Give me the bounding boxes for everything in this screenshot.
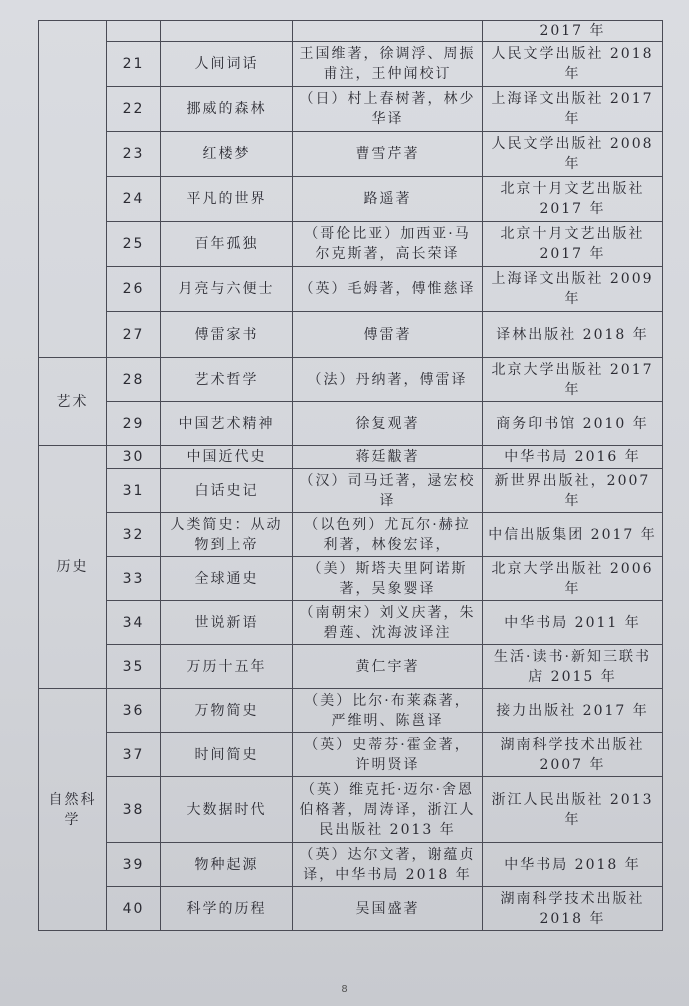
table-row: [39, 469, 663, 513]
row-number: 35: [107, 645, 161, 689]
author-cell: 曹雪芹著: [293, 132, 483, 177]
author-cell: （英）毛姆著，傅惟慈译: [293, 267, 483, 312]
row-number: 21: [107, 42, 161, 87]
row-number: 28: [107, 358, 161, 402]
publisher-cell: 商务印书馆 2010 年: [483, 402, 663, 446]
table-row: [39, 887, 663, 931]
publisher-cell: 湖南科学技术出版社 2018 年: [483, 887, 663, 931]
publisher-cell: 浙江人民出版社 2013 年: [483, 777, 663, 843]
table-row: [39, 132, 663, 177]
publisher-cell: 人民文学出版社 2018 年: [483, 42, 663, 87]
category-cell-history: 历史: [39, 446, 107, 689]
book-title: 科学的历程: [161, 887, 293, 931]
table-row: [39, 843, 663, 887]
publisher-cell: 上海译文出版社 2017 年: [483, 87, 663, 132]
author-cell: 吴国盛著: [293, 887, 483, 931]
publisher-cell: 湖南科学技术出版社 2007 年: [483, 733, 663, 777]
table-row: [39, 601, 663, 645]
book-title: 红楼梦: [161, 132, 293, 177]
author-cell: （美）斯塔夫里阿诺斯著，吴象婴译: [293, 557, 483, 601]
book-title: 全球通史: [161, 557, 293, 601]
book-title: 中国艺术精神: [161, 402, 293, 446]
publisher-cell: 译林出版社 2018 年: [483, 312, 663, 358]
publisher-cell: 北京大学出版社 2006 年: [483, 557, 663, 601]
author-cell: （以色列）尤瓦尔·赫拉利著，林俊宏译，: [293, 513, 483, 557]
book-title: 中国近代史: [161, 446, 293, 469]
author-cell: （美）比尔·布莱森著，严维明、陈邕译: [293, 689, 483, 733]
table-row: [39, 777, 663, 843]
publisher-cell: 上海译文出版社 2009 年: [483, 267, 663, 312]
book-title: 万历十五年: [161, 645, 293, 689]
book-title: 傅雷家书: [161, 312, 293, 358]
author-cell: 徐复观著: [293, 402, 483, 446]
table-row: [39, 733, 663, 777]
publisher-cell: 新世界出版社，2007 年: [483, 469, 663, 513]
book-title: 艺术哲学: [161, 358, 293, 402]
row-number: 39: [107, 843, 161, 887]
book-title: 时间简史: [161, 733, 293, 777]
author-cell: 蒋廷黻著: [293, 446, 483, 469]
table-row: [39, 87, 663, 132]
row-number: 24: [107, 177, 161, 222]
table-row: [39, 513, 663, 557]
table-row: [39, 42, 663, 87]
author-cell: （英）达尔文著，谢蕴贞译，中华书局 2018 年: [293, 843, 483, 887]
table-row: [39, 645, 663, 689]
table-row: [39, 402, 663, 446]
publisher-cell: 接力出版社 2017 年: [483, 689, 663, 733]
table-row: [39, 689, 663, 733]
book-title: 物种起源: [161, 843, 293, 887]
row-number: 23: [107, 132, 161, 177]
row-number: 31: [107, 469, 161, 513]
table-row-continuation: [39, 21, 663, 42]
table-row: [39, 446, 663, 469]
publisher-cell: 中信出版集团 2017 年: [483, 513, 663, 557]
book-title: 平凡的世界: [161, 177, 293, 222]
author-cell: （日）村上春树著，林少华译: [293, 87, 483, 132]
author-cell: （英）维克托·迈尔·舍恩伯格著，周涛译，浙江人民出版社 2013 年: [293, 777, 483, 843]
row-number: 32: [107, 513, 161, 557]
author-cell: 黄仁宇著: [293, 645, 483, 689]
book-title: 百年孤独: [161, 222, 293, 267]
author-cell: （法）丹纳著，傅雷译: [293, 358, 483, 402]
category-cell-continued: [39, 21, 107, 358]
book-title: 月亮与六便士: [161, 267, 293, 312]
row-number: 26: [107, 267, 161, 312]
row-number: 30: [107, 446, 161, 469]
category-cell-science: 自然科学: [39, 689, 107, 931]
publisher-cell: 北京十月文艺出版社 2017 年: [483, 222, 663, 267]
publisher-cell: 北京十月文艺出版社 2017 年: [483, 177, 663, 222]
publisher-cell: 2017 年: [483, 21, 663, 42]
row-number: 37: [107, 733, 161, 777]
publisher-cell: 北京大学出版社 2017 年: [483, 358, 663, 402]
row-number: 33: [107, 557, 161, 601]
table-row: [39, 267, 663, 312]
row-number: 27: [107, 312, 161, 358]
book-title: 人间词话: [161, 42, 293, 87]
author-cell: （汉）司马迁著，逯宏校译: [293, 469, 483, 513]
author-cell: 路遥著: [293, 177, 483, 222]
author-cell: （南朝宋）刘义庆著，朱碧莲、沈海波译注: [293, 601, 483, 645]
row-number: 34: [107, 601, 161, 645]
table-row: [39, 177, 663, 222]
publisher-cell: 人民文学出版社 2008 年: [483, 132, 663, 177]
table-row: [39, 358, 663, 402]
publisher-cell: 中华书局 2011 年: [483, 601, 663, 645]
row-number: 40: [107, 887, 161, 931]
row-number: 38: [107, 777, 161, 843]
table-row: [39, 557, 663, 601]
table-row: [39, 312, 663, 358]
book-title: 白话史记: [161, 469, 293, 513]
publisher-cell: 中华书局 2018 年: [483, 843, 663, 887]
page-number: 8: [341, 984, 348, 995]
publisher-cell: 中华书局 2016 年: [483, 446, 663, 469]
category-cell-art: 艺术: [39, 358, 107, 446]
book-title: 人类简史：从动物到上帝: [161, 513, 293, 557]
table-row: [39, 222, 663, 267]
book-title: 大数据时代: [161, 777, 293, 843]
book-title: 世说新语: [161, 601, 293, 645]
author-cell: 傅雷著: [293, 312, 483, 358]
row-number: 25: [107, 222, 161, 267]
book-title: 万物简史: [161, 689, 293, 733]
row-number: 22: [107, 87, 161, 132]
row-number: 29: [107, 402, 161, 446]
book-title: 挪威的森林: [161, 87, 293, 132]
row-number: 36: [107, 689, 161, 733]
author-cell: （哥伦比亚）加西亚·马尔克斯著，高长荣译: [293, 222, 483, 267]
author-cell: （英）史蒂芬·霍金著，许明贤译: [293, 733, 483, 777]
author-cell: 王国维著，徐调浮、周振甫注，王仲闻校订: [293, 42, 483, 87]
publisher-cell: 生活·读书·新知三联书店 2015 年: [483, 645, 663, 689]
reading-list-table: [38, 20, 663, 931]
